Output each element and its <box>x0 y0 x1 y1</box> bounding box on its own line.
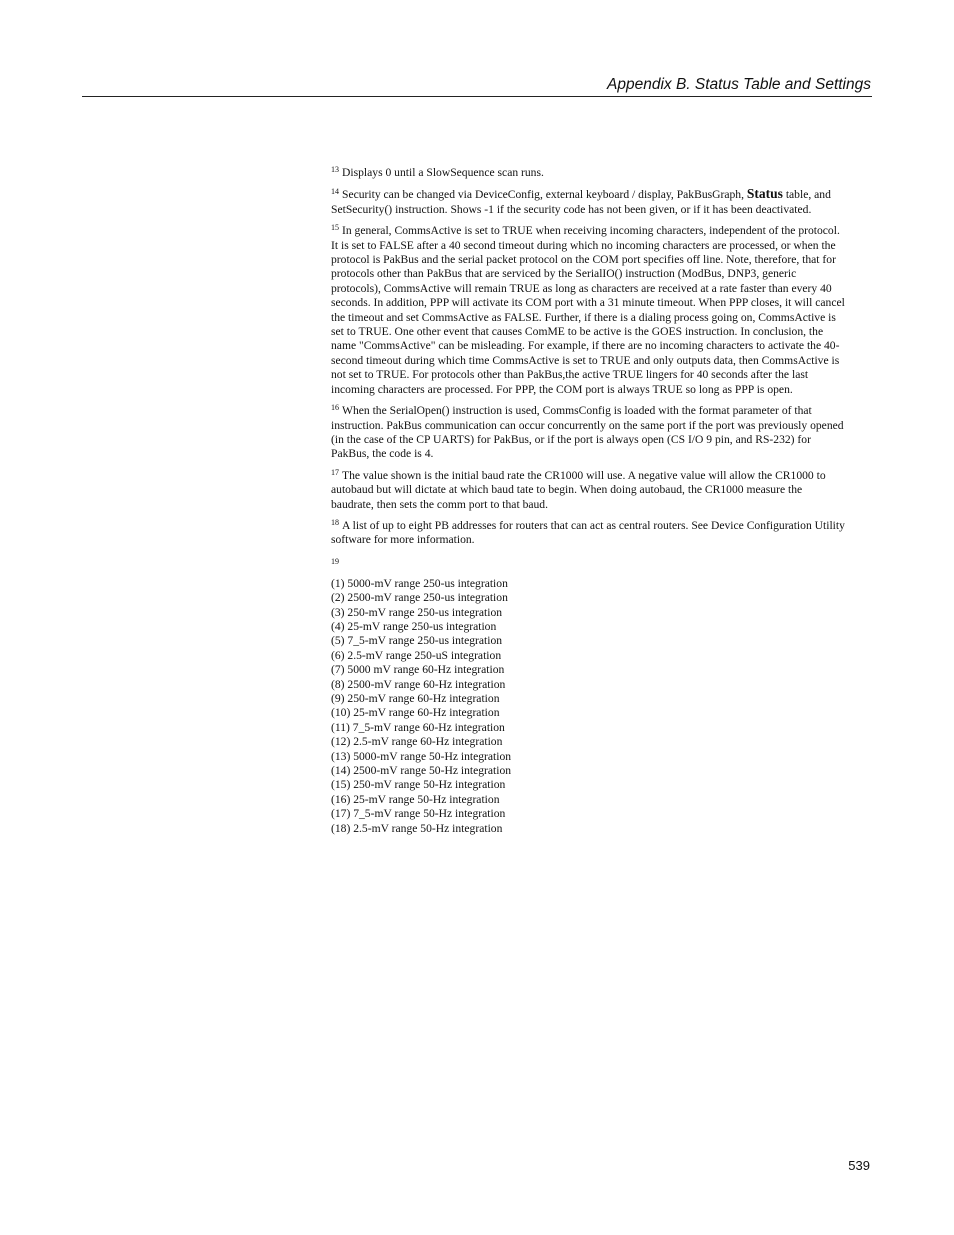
list-item: (7) 5000 mV range 60-Hz integration <box>331 663 505 677</box>
footnote-17 <box>331 469 847 512</box>
list-item: (16) 25-mV range 50-Hz integration <box>331 792 500 806</box>
list-item: (1) 5000-mV range 250-us integration <box>331 576 508 590</box>
list-item: (15) 250-mV range 50-Hz integration <box>331 778 506 792</box>
footnote-16 <box>331 404 847 462</box>
list-item: (13) 5000-mV range 50-Hz integration <box>331 749 512 763</box>
footnote-text-continued: table, and SetSecurity() instruction. Shows -1 if the security code has not been given, or if it has been deactivated. <box>331 188 831 216</box>
list-item: (17) 7_5-mV range 50-Hz integration <box>331 807 506 821</box>
list-item: (6) 2.5-mV range 250-uS integration <box>331 648 502 662</box>
footnote-18 <box>331 519 847 548</box>
footnote-number: 15 <box>331 223 339 233</box>
footnote-text: In general, CommsActive is set to TRUE when receiving incoming characters, independent of the protocol. It is set to FALSE after a 40 second timeout during which no incoming characters are processed, or when the protocol is PakBus and the serial packet protocol on the COM port specifies off line. Note, therefore, that for protocols other than PakBus that are serviced by the SerialIO() instruction (ModBus, DNP3, generic protocols), CommsActive will remain TRUE as long as characters are received at a rate faster than every 40 seconds. In addition, PPP will activate its COM port with a 31 minute timeout. When PPP closes, it will cancel the timeout and set CommsActive as FALSE. Further, if there is a dialing process going on, CommsActive is set to TRUE. One other event that causes ComME to be active is the GOES instruction. In conclusion, the name "CommsActive" can be misleading. For example, if there are no incoming characters to activate the 40-second timeout during which time CommsActive is set to TRUE and only outputs data, then CommsActive is not set to TRUE. For protocols other than PakBus,the active TRUE lingers for 40 seconds after the last incoming characters are processed. For PPP, the COM port is always TRUE so long as PPP is open. <box>331 224 845 396</box>
footnote-14 <box>331 187 847 217</box>
list-item: (10) 25-mV range 60-Hz integration <box>331 706 500 720</box>
list-item: (3) 250-mV range 250-us integration <box>331 605 503 619</box>
footnote-13 <box>331 166 847 180</box>
page-number: 539 <box>848 1158 870 1173</box>
status-table-term: Status <box>746 186 783 202</box>
list-item: (5) 7_5-mV range 250-us integration <box>331 634 503 648</box>
footnote-number: 18 <box>331 517 339 527</box>
footnote-number: 16 <box>331 403 339 413</box>
footnote-19-number: 19 <box>331 556 339 566</box>
footnote-text: When the SerialOpen() instruction is used, CommsConfig is loaded with the format parameter of that instruction. PakBus communication can occur concurrently on the same port if the port was previously opened (in the case of the CP UARTS) for PakBus, or if the port is always open (CS I/O 9 pin, and RS-232) for PakBus, the code is 4. <box>331 404 844 461</box>
list-item: (14) 2500-mV range 50-Hz integration <box>331 764 512 778</box>
footnote-number: 14 <box>331 187 339 197</box>
list-item: (4) 25-mV range 250-us integration <box>331 619 497 633</box>
footnote-text: Security can be changed via DeviceConfig, external keyboard / display, PakBusGraph, <box>342 188 747 202</box>
list-item: (9) 250-mV range 60-Hz integration <box>331 692 500 705</box>
list-item: (18) 2.5-mV range 50-Hz integration <box>331 821 503 835</box>
footnote-number: 17 <box>331 467 339 477</box>
footnote-19-range-list <box>331 577 847 836</box>
list-item: (12) 2.5-mV range 60-Hz integration <box>331 735 503 749</box>
footnote-text: Displays 0 until a SlowSequence scan runs. <box>342 166 544 179</box>
footnotes-section <box>331 166 847 836</box>
list-item: (11) 7_5-mV range 60-Hz integration <box>331 720 505 734</box>
footnote-text: The value shown is the initial baud rate the CR1000 will use. A negative value will allow the CR1000 to autobaud but will dictate at which baud tate to begin. When doing autobaud, the CR1000 measure the baudrate, then sets the comm port to that baud. <box>331 468 826 511</box>
footnote-number: 13 <box>331 165 339 174</box>
running-header-title: Appendix B. Status Table and Settings <box>607 76 871 93</box>
footnote-15 <box>331 224 847 397</box>
list-item: (8) 2500-mV range 60-Hz integration <box>331 677 506 691</box>
footnote-text: A list of up to eight PB addresses for routers that can act as central routers. See Device Configuration Utility software for more information. <box>331 518 845 547</box>
list-item: (2) 2500-mV range 250-us integration <box>331 591 508 605</box>
header-divider <box>82 96 872 97</box>
